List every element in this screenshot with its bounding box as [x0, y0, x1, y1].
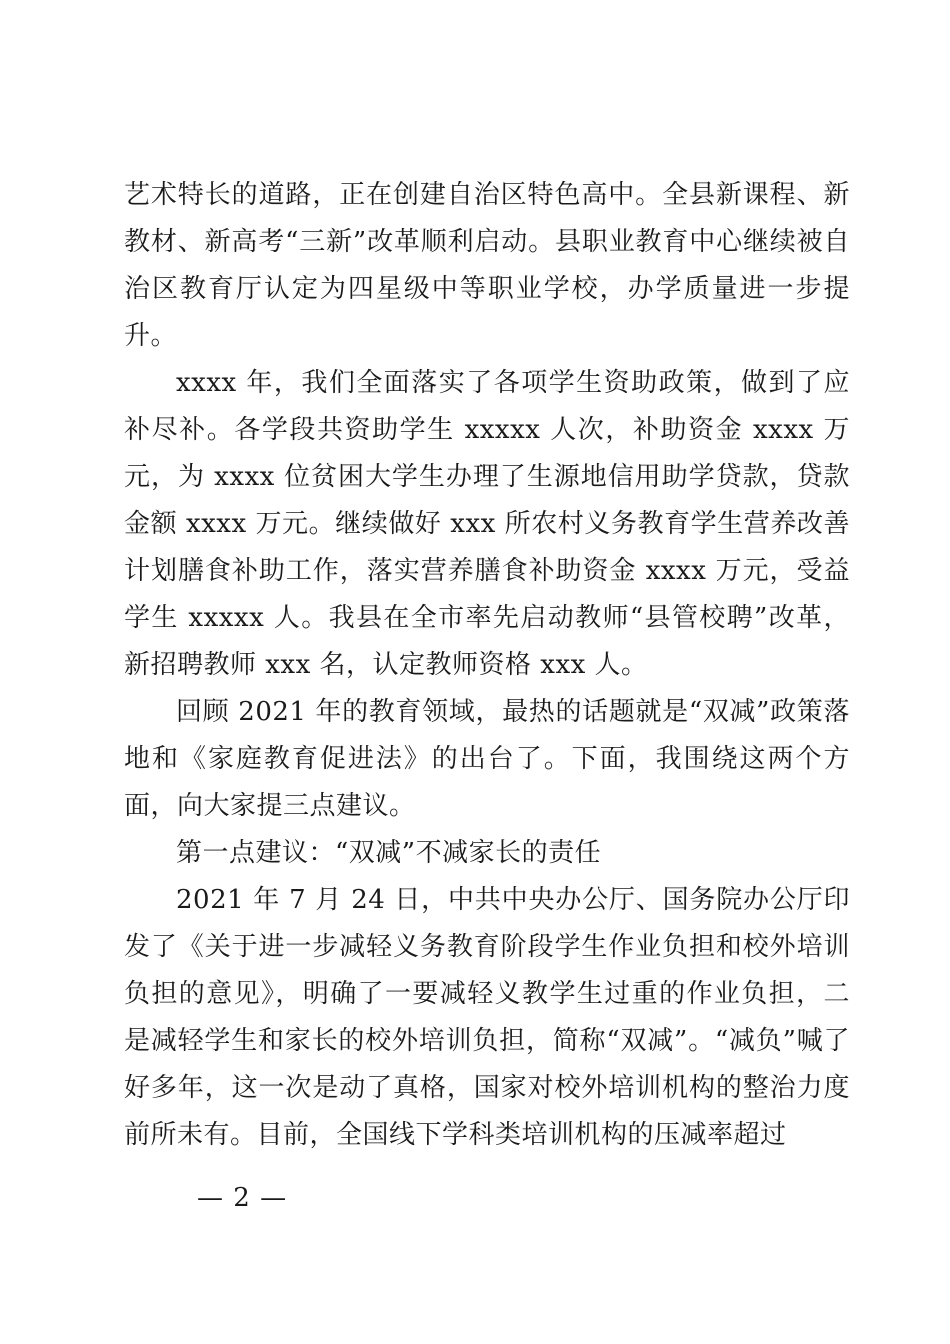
paragraph: 回顾 2021 年的教育领域，最热的话题就是“双减”政策落地和《家庭教育促进法》的出台了。下面，我围绕这两个方面，向大家提三点建议。	[124, 697, 850, 821]
paragraph: 第一点建议：“双减”不减家长的责任	[176, 838, 602, 868]
paragraph: 艺术特长的道路，正在创建自治区特色高中。全县新课程、新教材、新高考“三新”改革顺利启动。县职业教育中心继续被自治区教育厅认定为四星级中等职业学校，办学质量进一步提升。	[124, 180, 850, 351]
document-body	[124, 172, 850, 1159]
paragraph: xxxx 年，我们全面落实了各项学生资助政策，做到了应补尽补。各学段共资助学生 xxxxx 人次，补助资金 xxxx 万元，为 xxxx 位贫困大学生办理了生源地信用助学贷款，贷款金额 xxxx 万元。继续做好 xxx 所农村义务教育学生营养改善计划膳食补助工作，落实营养膳食补助资金 xxxx 万元，受益学生 xxxxx 人。我县在全市率先启动教师“县管校聘”改革，新招聘教师 xxx 名，认定教师资格 xxx 人。	[124, 368, 850, 680]
paragraph: 2021 年 7 月 24 日，中共中央办公厅、国务院办公厅印发了《关于进一步减轻义务教育阶段学生作业负担和校外培训负担的意见》，明确了一要减轻义教学生过重的作业负担，二是减轻学生和家长的校外培训负担，简称“双减”。“减负”喊了好多年，这一次是动了真格，国家对校外培训机构的整治力度前所未有。目前，全国线下学科类培训机构的压减率超过	[124, 885, 850, 1150]
page-number: — 2 —	[197, 1183, 288, 1213]
